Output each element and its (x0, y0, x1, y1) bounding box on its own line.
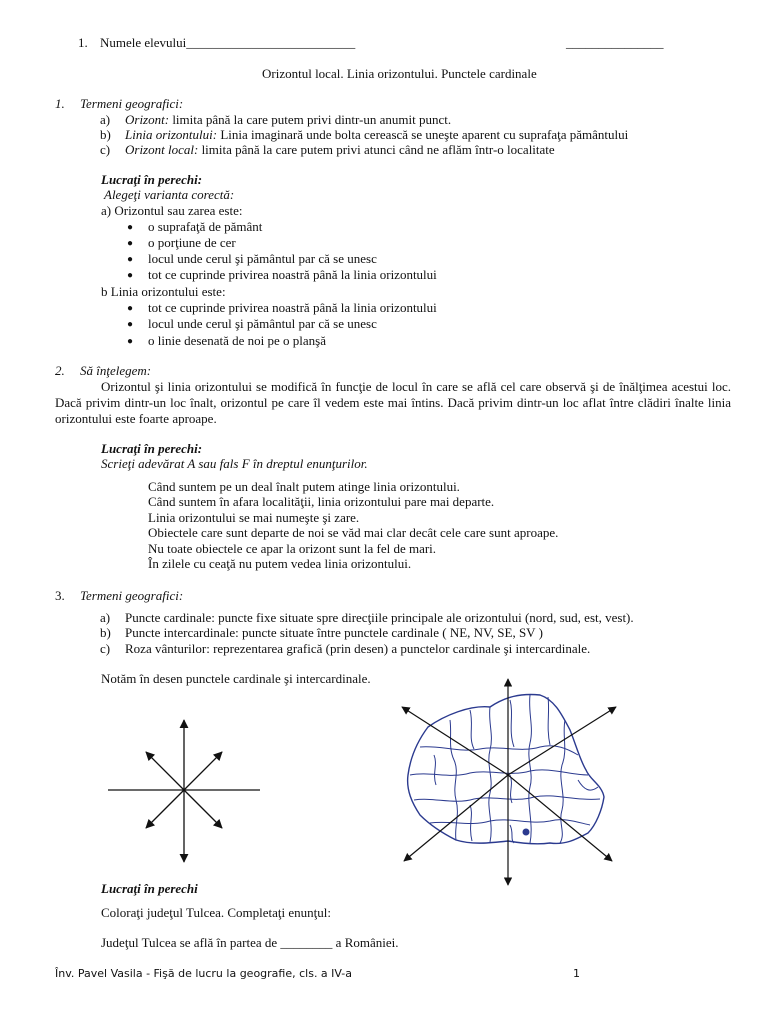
s2-pairs-title: Lucraţi în perechi: (101, 441, 203, 456)
capital-marker-icon (523, 829, 530, 836)
s1-term-b-def: Linia imaginară unde bolta cerească se uneşte aparent cu suprafaţa pământului (217, 127, 629, 142)
qb-option-3: o linie desenată de noi pe o planşă (148, 333, 326, 348)
s1-term-b-name: Linia orizontului: (125, 127, 218, 142)
answer-blank[interactable]: ________ (280, 935, 333, 950)
s1-term-a-def: limita până la care putem privi dintr-un anumit punct. (169, 112, 452, 127)
bullet-icon: ● (127, 222, 134, 233)
bullet-icon: ● (127, 254, 134, 265)
bullet-icon: ● (127, 336, 134, 347)
statement-4: Obiectele care sunt departe de noi se văd mai clar decât cele care sunt aproape. (148, 525, 559, 540)
s1-term-b (125, 127, 628, 143)
s3-term-b-letter: b) (100, 625, 111, 640)
s1-choose-instruction: Alegeţi varianta corectă: (104, 187, 235, 202)
s2-number: 2. (55, 363, 65, 378)
qa-option-1: o suprafaţă de pământ (148, 219, 263, 234)
name-label-text: Numele elevului (100, 35, 187, 50)
s1-term-a-name: Orizont: (125, 112, 170, 127)
s2-paragraph: Orizontul şi linia orizontului se modifică în funcţie de locul în care se află cel care observă şi de înălţimea acestui loc. Dacă privim dintr-un loc înalt, orizontul pe care îl vedem este mai întins. Dacă privim dintr-un loc aflat între clădiri înalte linia orizontului este foarte aproape. (55, 379, 731, 426)
statement-3: Linia orizontului se mai numeşte şi zare. (148, 510, 360, 525)
footer-text: Înv. Pavel Vasila - Fişă de lucru la geografie, cls. a IV-a (55, 967, 353, 980)
s3-term-a-letter: a) (100, 610, 111, 625)
bullet-icon: ● (127, 319, 134, 330)
s3-task: Coloraţi judeţul Tulcea. Completaţi enunţul: (101, 905, 332, 920)
s1-term-c (125, 142, 555, 158)
qa-option-2: o porţiune de cer (148, 235, 236, 250)
bullet-icon: ● (127, 238, 134, 249)
s3-pairs-title: Lucraţi în perechi (101, 881, 198, 896)
statement-6: În zilele cu ceaţă nu putem vedea linia orizontului. (148, 556, 412, 571)
statement-5: Nu toate obiectele ce apar la orizont sunt la fel de mari. (148, 541, 437, 556)
bullet-icon: ● (127, 303, 134, 314)
romania-county-map (390, 675, 630, 890)
s1-question-a: a) Orizontul sau zarea este: (101, 203, 243, 218)
s1-term-a-letter: a) (100, 112, 111, 127)
s1-term-c-def: limita până la care putem privi atunci când ne aflăm într-o localitate (198, 142, 555, 157)
s3-term-b: Puncte intercardinale: puncte situate între punctele cardinale ( NE, NV, SE, SV ) (125, 625, 543, 640)
s1-pairs-title: Lucraţi în perechi: (101, 172, 203, 187)
sentence-part-a: Judeţul Tulcea se află în partea de (101, 935, 278, 950)
s1-term-b-letter: b) (100, 127, 111, 142)
qa-option-4: tot ce cuprinde privirea noastră până la linia orizontului (148, 267, 437, 282)
qa-option-3: locul unde cerul şi pământul par că se unesc (148, 251, 377, 266)
s1-term-c-name: Orizont local: (125, 142, 199, 157)
header-number: 1. (78, 35, 88, 50)
statement-1: Când suntem pe un deal înalt putem atinge linia orizontului. (148, 479, 460, 494)
qb-option-2: locul unde cerul şi pământul par că se unesc (148, 316, 377, 331)
sentence-part-b: a României. (335, 935, 399, 950)
s1-term-a (125, 112, 451, 128)
s3-term-c-letter: c) (100, 641, 111, 656)
compass-rose-drawing (100, 712, 270, 872)
s2-instruction: Scrieţi adevărat A sau fals F în dreptul enunţurilor. (101, 456, 368, 471)
s3-term-c: Roza vânturilor: reprezentarea grafică (prin desen) a punctelor cardinale şi intercardinale. (125, 641, 591, 656)
fill-in-sentence (101, 935, 399, 951)
student-name-label (100, 35, 355, 51)
name-blank: __________________________ (186, 35, 356, 50)
statement-2: Când suntem în afara localităţii, linia orizontului pare mai departe. (148, 494, 495, 509)
s3-term-a: Puncte cardinale: puncte fixe situate spre direcţiile principale ale orizontului (nord, sud, est, vest). (125, 610, 634, 625)
s3-heading: Termeni geografici: (80, 588, 184, 603)
county-borders (410, 695, 600, 843)
s1-number: 1. (55, 96, 65, 111)
page-number: 1 (573, 967, 580, 980)
s1-heading: Termeni geografici: (80, 96, 184, 111)
s3-number: 3. (55, 588, 65, 603)
drawing-note: Notăm în desen punctele cardinale şi intercardinale. (101, 671, 371, 686)
page-title: Orizontul local. Linia orizontului. Punctele cardinale (262, 66, 537, 81)
qb-option-1: tot ce cuprinde privirea noastră până la linia orizontului (148, 300, 437, 315)
s1-question-b: b Linia orizontului este: (101, 284, 226, 299)
direction-lines (402, 679, 616, 885)
date-blank: _______________ (566, 35, 664, 50)
s1-term-c-letter: c) (100, 142, 111, 157)
bullet-icon: ● (127, 270, 134, 281)
s2-heading: Să înţelegem: (80, 363, 152, 378)
